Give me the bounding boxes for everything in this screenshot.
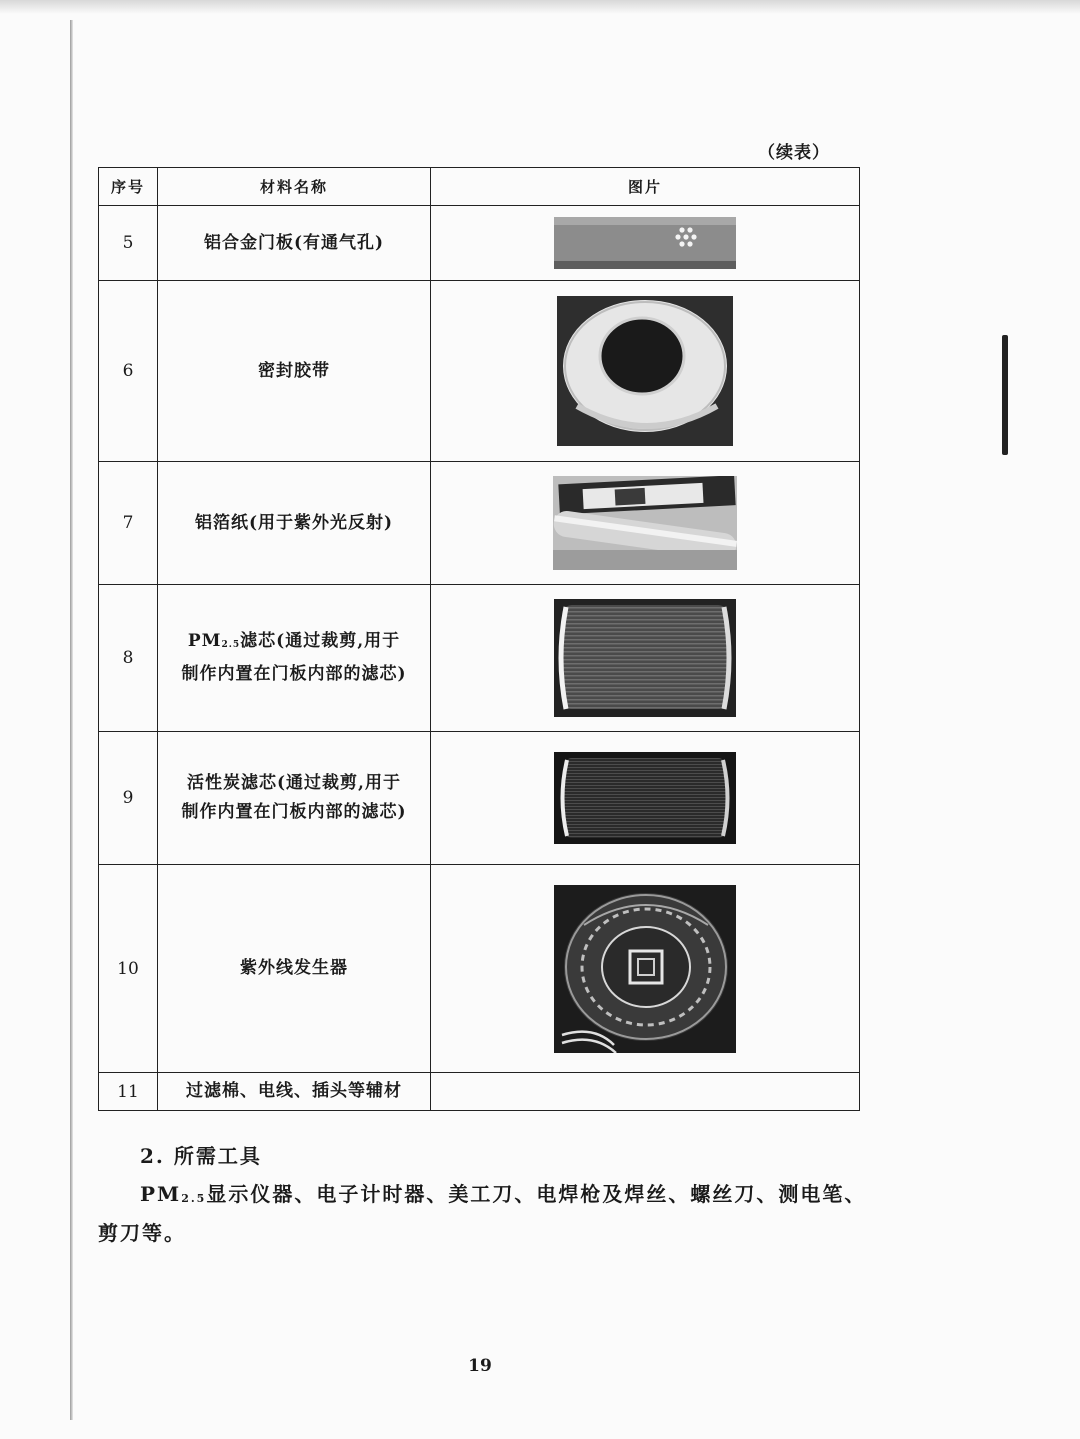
row-index: 6: [99, 281, 158, 462]
pm25-filter-photo: [554, 599, 736, 717]
page-top-edge: [0, 0, 1080, 14]
row-name-line1: 滤芯(通过裁剪,用于: [240, 631, 401, 651]
pm-subscript: 2.5: [181, 1192, 207, 1205]
row-name: 紫外线发生器: [158, 865, 431, 1073]
row-name: [158, 732, 431, 865]
pm-label: PM: [187, 631, 222, 651]
row-image-cell: [431, 462, 860, 585]
table-row: [99, 281, 860, 462]
row-name: [158, 585, 431, 732]
row-name-line1: 活性炭滤芯(通过裁剪,用于: [187, 773, 401, 793]
row-image-cell: [431, 281, 860, 462]
table-row: [99, 1073, 860, 1111]
binding-shadow: [70, 20, 73, 1420]
row-image-cell: [431, 1073, 860, 1111]
row-index: 7: [99, 462, 158, 585]
table-header-row: [99, 168, 860, 206]
row-name-line2: 制作内置在门板内部的滤芯): [181, 802, 407, 822]
row-name: 铝合金门板(有通气孔): [158, 206, 431, 281]
row-image-cell: [431, 585, 860, 732]
pm-label: PM: [140, 1182, 182, 1206]
header-image: 图片: [431, 168, 860, 206]
page-number: 19: [468, 1356, 492, 1376]
tools-paragraph: [98, 1177, 868, 1250]
edge-mark: [1002, 335, 1008, 455]
row-index: 9: [99, 732, 158, 865]
carbon-filter-photo: [554, 752, 736, 844]
aluminum-door-panel-photo: [554, 217, 736, 269]
row-name: 过滤棉、电线、插头等辅材: [158, 1073, 431, 1111]
row-index: 11: [99, 1073, 158, 1111]
row-index: 8: [99, 585, 158, 732]
sealing-tape-roll-photo: [557, 296, 733, 446]
row-image-cell: [431, 865, 860, 1073]
table-row: [99, 206, 860, 281]
table-row: [99, 462, 860, 585]
row-image-cell: [431, 206, 860, 281]
materials-table: [98, 167, 860, 1111]
continued-label: （续表）: [758, 143, 830, 163]
row-name: 密封胶带: [158, 281, 431, 462]
uv-generator-photo: [554, 885, 736, 1053]
aluminum-foil-roll-photo: [553, 476, 737, 570]
pm-subscript: 2.5: [221, 640, 241, 650]
row-index: 5: [99, 206, 158, 281]
table-row: [99, 865, 860, 1073]
row-name-line2: 制作内置在门板内部的滤芯): [181, 664, 407, 684]
table-row: [99, 585, 860, 732]
row-index: 10: [99, 865, 158, 1073]
section-heading: 2. 所需工具: [140, 1144, 262, 1168]
row-name: 铝箔纸(用于紫外光反射): [158, 462, 431, 585]
table-row: [99, 732, 860, 865]
header-name: 材料名称: [158, 168, 431, 206]
tools-list-text: 显示仪器、电子计时器、美工刀、电焊枪及焊丝、螺丝刀、测电笔、剪刀等。: [98, 1182, 867, 1245]
row-image-cell: [431, 732, 860, 865]
header-index: 序号: [99, 168, 158, 206]
